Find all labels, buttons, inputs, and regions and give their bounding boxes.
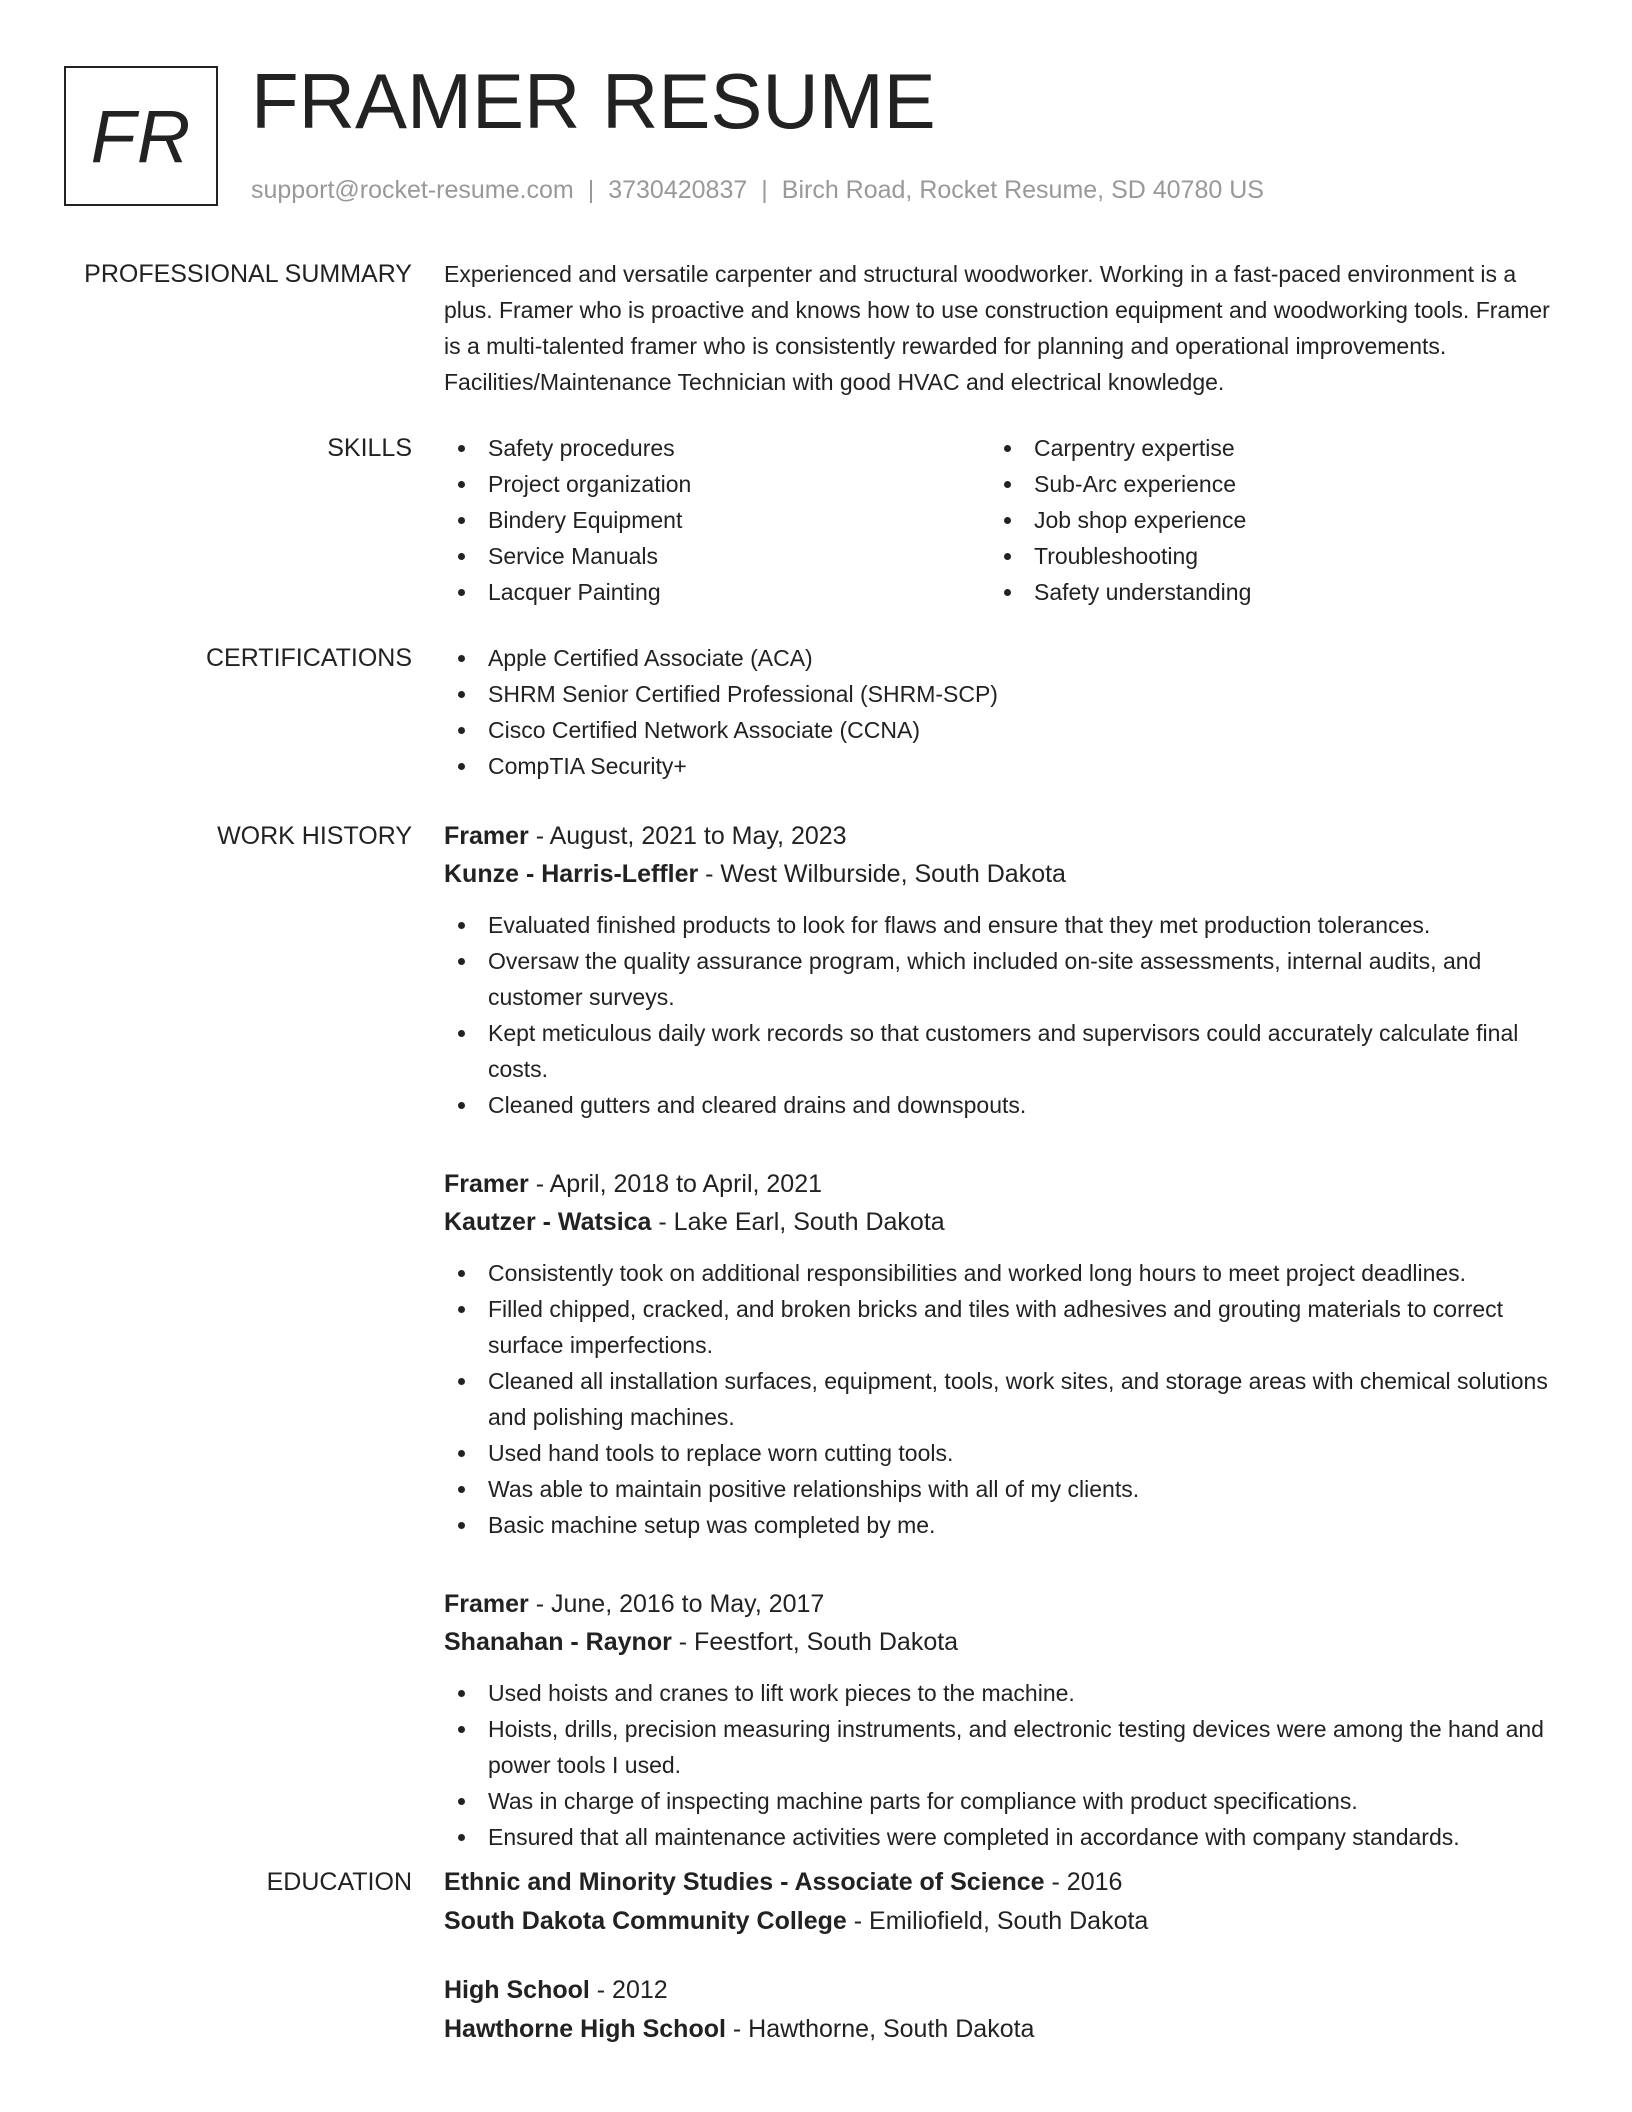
education-degree-line (444, 1863, 1564, 1902)
job-bullet: Used hoists and cranes to lift work pieces to the machine. (444, 1675, 1564, 1711)
skill-item: Carpentry expertise (990, 430, 1536, 466)
certification-item: SHRM Senior Certified Professional (SHRM-SCP) (444, 676, 1564, 712)
skills-list-right (990, 430, 1536, 610)
job-bullet: Hoists, drills, precision measuring instruments, and electronic testing devices were among the hand and power tools I used. (444, 1711, 1564, 1783)
job-title-line (444, 817, 1564, 855)
job-title: Framer (444, 1590, 529, 1618)
education-year: - 2012 (589, 1976, 668, 2004)
education-location: - Emiliofield, South Dakota (846, 1907, 1149, 1935)
skill-item: Safety procedures (444, 430, 990, 466)
job-bullet: Used hand tools to replace worn cutting tools. (444, 1435, 1564, 1471)
education-school-line (444, 2010, 1564, 2049)
job-bullets (444, 907, 1564, 1123)
job-location: - Feestfort, South Dakota (671, 1628, 959, 1656)
skill-item: Project organization (444, 466, 990, 502)
skill-item: Safety understanding (990, 574, 1536, 610)
job-bullet: Ensured that all maintenance activities were completed in accordance with company standards. (444, 1819, 1564, 1855)
job-company: Kunze - Harris-Leffler (444, 860, 699, 888)
education-year: - 2016 (1044, 1868, 1123, 1896)
job-bullet: Consistently took on additional responsibilities and worked long hours to meet project deadlines. (444, 1255, 1564, 1291)
job-entry (444, 1165, 1564, 1543)
certification-item: Apple Certified Associate (ACA) (444, 640, 1564, 676)
education-entry (444, 1863, 1564, 1941)
skills-list-left (444, 430, 990, 610)
job-title-line (444, 1165, 1564, 1203)
job-bullet: Basic machine setup was completed by me. (444, 1507, 1564, 1543)
contact-address: Birch Road, Rocket Resume, SD 40780 US (781, 176, 1264, 204)
certification-item: CompTIA Security+ (444, 748, 1564, 784)
section-label-work-history: WORK HISTORY (217, 822, 412, 850)
job-bullets (444, 1675, 1564, 1855)
job-location: - West Wilburside, South Dakota (698, 860, 1066, 888)
job-company-line (444, 855, 1564, 893)
job-entry (444, 817, 1564, 1123)
job-dates: - August, 2021 to May, 2023 (528, 822, 847, 850)
job-company-line (444, 1203, 1564, 1241)
resume-name: FRAMER RESUME (251, 57, 936, 145)
education-school: Hawthorne High School (444, 2015, 726, 2043)
education-degree-line (444, 1971, 1564, 2010)
contact-line (251, 174, 1264, 206)
job-company: Kautzer - Watsica (444, 1208, 652, 1236)
job-company: Shanahan - Raynor (444, 1628, 672, 1656)
summary-text: Experienced and versatile carpenter and structural woodworker. Working in a fast-paced environment is a plus. Framer who is proactive and knows how to use construction equipment and woodworking tools. Framer is a multi-talented framer who is consistently rewarded for planning and operational improvements. Facilities/Maintenance Technician with good HVAC and electrical knowledge. (444, 261, 1550, 395)
job-bullets (444, 1255, 1564, 1543)
contact-separator: | (587, 176, 595, 204)
skill-item: Lacquer Painting (444, 574, 990, 610)
skill-item: Bindery Equipment (444, 502, 990, 538)
job-bullet: Cleaned gutters and cleared drains and downspouts. (444, 1087, 1564, 1123)
job-dates: - June, 2016 to May, 2017 (528, 1590, 825, 1618)
education-school-line (444, 1902, 1564, 1941)
certifications-list (444, 640, 1564, 784)
initials-monogram: FR (64, 66, 218, 206)
skill-item: Service Manuals (444, 538, 990, 574)
job-bullet: Kept meticulous daily work records so that customers and supervisors could accurately calculate final costs. (444, 1015, 1564, 1087)
job-location: - Lake Earl, South Dakota (651, 1208, 945, 1236)
education-degree: High School (444, 1976, 590, 2004)
contact-separator: | (761, 176, 768, 204)
job-entry (444, 1585, 1564, 1855)
contact-phone[interactable]: 3730420837 (608, 176, 748, 204)
section-label-education: EDUCATION (266, 1868, 412, 1896)
section-label-skills: SKILLS (327, 434, 412, 462)
contact-email[interactable]: support@rocket-resume.com (251, 176, 574, 204)
job-bullet: Cleaned all installation surfaces, equipment, tools, work sites, and storage areas with chemical solutions and polishing machines. (444, 1363, 1564, 1435)
education-entry (444, 1971, 1564, 2049)
education-degree: Ethnic and Minority Studies - Associate of Science (444, 1868, 1045, 1896)
job-bullet: Was in charge of inspecting machine parts for compliance with product specifications. (444, 1783, 1564, 1819)
skill-item: Job shop experience (990, 502, 1536, 538)
job-bullet: Was able to maintain positive relationships with all of my clients. (444, 1471, 1564, 1507)
section-label-summary: PROFESSIONAL SUMMARY (84, 260, 412, 288)
job-bullet: Oversaw the quality assurance program, which included on-site assessments, internal audits, and customer surveys. (444, 943, 1564, 1015)
job-company-line (444, 1623, 1564, 1661)
skill-item: Troubleshooting (990, 538, 1536, 574)
job-dates: - April, 2018 to April, 2021 (528, 1170, 823, 1198)
job-title: Framer (444, 822, 529, 850)
job-title-line (444, 1585, 1564, 1623)
job-bullet: Filled chipped, cracked, and broken bricks and tiles with adhesives and grouting materials to correct surface imperfections. (444, 1291, 1564, 1363)
education-school: South Dakota Community College (444, 1907, 847, 1935)
section-label-certifications: CERTIFICATIONS (205, 644, 412, 672)
job-title: Framer (444, 1170, 529, 1198)
education-location: - Hawthorne, South Dakota (725, 2015, 1035, 2043)
job-bullet: Evaluated finished products to look for flaws and ensure that they met production tolerances. (444, 907, 1564, 943)
certification-item: Cisco Certified Network Associate (CCNA) (444, 712, 1564, 748)
skill-item: Sub-Arc experience (990, 466, 1536, 502)
